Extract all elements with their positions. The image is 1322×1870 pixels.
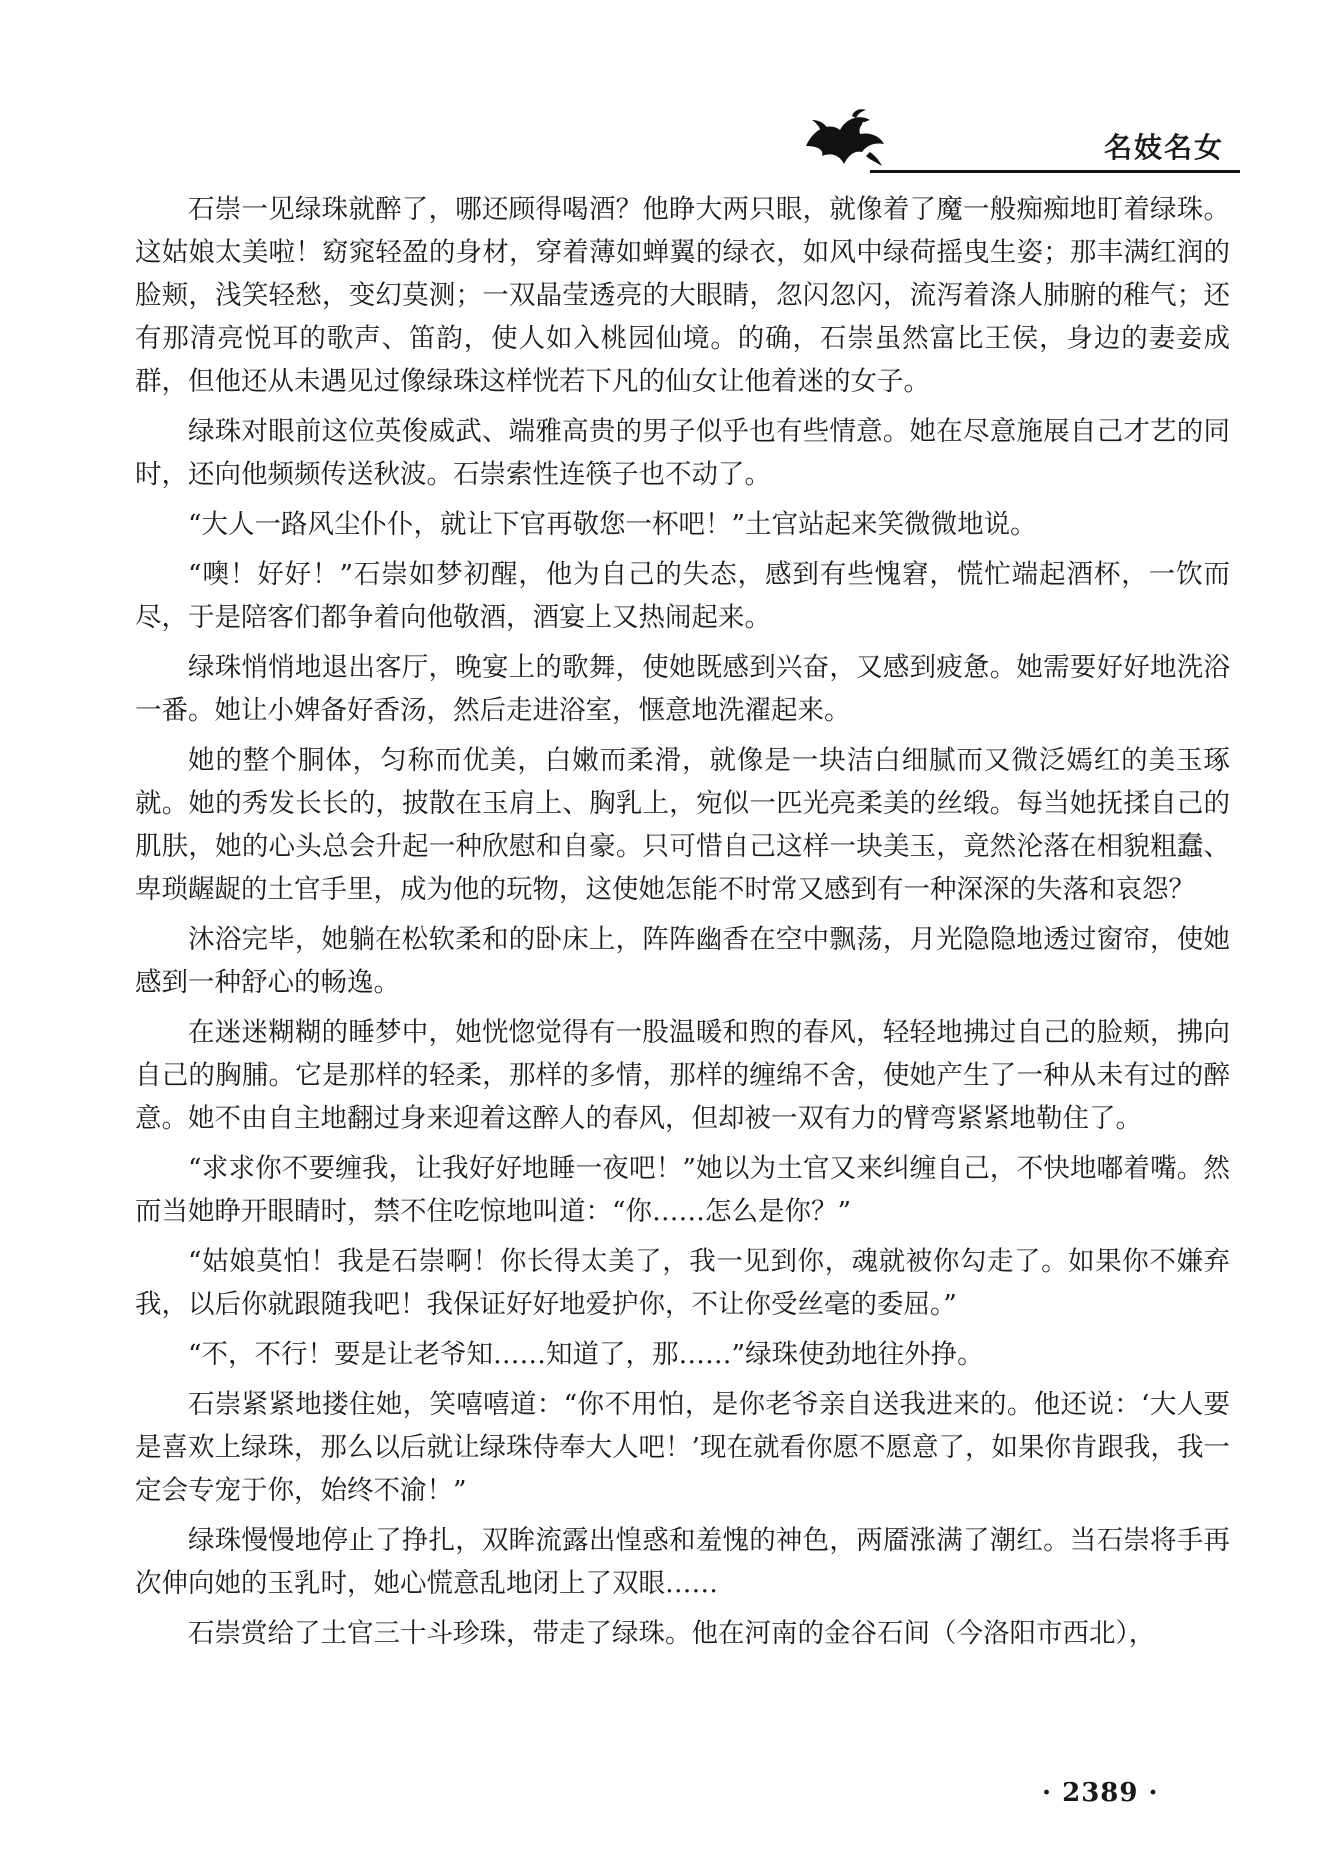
- paragraph: 沐浴完毕，她躺在松软柔和的卧床上，阵阵幽香在空中飘荡，月光隐隐地透过窗帘，使她感到一种舒心的畅逸。: [135, 924, 1230, 998]
- body-text: [135, 188, 1230, 1662]
- paragraph: 绿珠对眼前这位英俊威武、端雅高贵的男子似乎也有些情意。她在尽意施展自己才艺的同时，还向他频频传送秋波。石崇索性连筷子也不动了。: [135, 416, 1230, 490]
- paragraph: “噢！好好！”石崇如梦初醒，他为自己的失态，感到有些愧窘，慌忙端起酒杯，一饮而尽，于是陪客们都争着向他敬酒，酒宴上又热闹起来。: [135, 559, 1230, 633]
- paragraph: “大人一路风尘仆仆，就让下官再敬您一杯吧！”土官站起来笑微微地说。: [188, 509, 1037, 540]
- paragraph: 石崇一见绿珠就醉了，哪还顾得喝酒？他睁大两只眼，就像着了魔一般痴痴地盯着绿珠。这姑娘太美啦！窈窕轻盈的身材，穿着薄如蝉翼的绿衣，如风中绿荷摇曳生姿；那丰满红润的脸颊，浅笑轻愁，变幻莫测；一双晶莹透亮的大眼睛，忽闪忽闪，流泻着涤人肺腑的稚气；还有那清亮悦耳的歌声、笛韵，使人如入桃园仙境。的确，石崇虽然富比王侯，身边的妻妾成群，但他还从未遇见过像绿珠这样恍若下凡的仙女让他着迷的女子。: [135, 194, 1230, 397]
- header-title: 名妓名女: [1103, 131, 1224, 164]
- running-header: [800, 96, 1240, 176]
- paragraph: 石崇赏给了土官三十斗珍珠，带走了绿珠。他在河南的金谷石间（今洛阳市西北），: [188, 1618, 1156, 1649]
- paragraph: 绿珠慢慢地停止了挣扎，双眸流露出惶惑和羞愧的神色，两靥涨满了潮红。当石崇将手再次伸向她的玉乳时，她心慌意乱地闭上了双眼……: [135, 1525, 1230, 1599]
- paragraph: 绿珠悄悄地退出客厅，晚宴上的歌舞，使她既感到兴奋，又感到疲惫。她需要好好地洗浴一番。她让小婢备好香汤，然后走进浴室，惬意地洗濯起来。: [135, 652, 1230, 726]
- page-number: · 2389 ·: [1042, 1778, 1159, 1808]
- paragraph: 在迷迷糊糊的睡梦中，她恍惚觉得有一股温暖和煦的春风，轻轻地拂过自己的脸颊，拂向自己的胸脯。它是那样的轻柔，那样的多情，那样的缠绵不舍，使她产生了一种从未有过的醉意。她不由自主地翻过身来迎着这醉人的春风，但却被一双有力的臂弯紧紧地勒住了。: [135, 1017, 1230, 1134]
- paragraph: “姑娘莫怕！我是石崇啊！你长得太美了，我一见到你，魂就被你勾走了。如果你不嫌弃我，以后你就跟随我吧！我保证好好地爱护你，不让你受丝毫的委屈。”: [135, 1246, 1230, 1320]
- paragraph: 她的整个胴体，匀称而优美，白嫩而柔滑，就像是一块洁白细腻而又微泛嫣红的美玉琢就。她的秀发长长的，披散在玉肩上、胸乳上，宛似一匹光亮柔美的丝缎。每当她抚揉自己的肌肤，她的心头总会升起一种欣慰和自豪。只可惜自己这样一块美玉，竟然沦落在相貌粗蠢、卑琐龌龊的土官手里，成为他的玩物，这使她怎能不时常又感到有一种深深的失落和哀怨？: [135, 745, 1230, 905]
- dragon-icon: [800, 106, 888, 168]
- paragraph: 石崇紧紧地搂住她，笑嘻嘻道：“你不用怕，是你老爷亲自送我进来的。他还说：‘大人要是喜欢上绿珠，那么以后就让绿珠侍奉大人吧！’现在就看你愿不愿意了，如果你肯跟我，我一定会专宠于你，始终不渝！”: [135, 1389, 1230, 1506]
- paragraph: “不，不行！要是让老爷知……知道了，那……”绿珠使劲地往外挣。: [188, 1339, 984, 1370]
- paragraph: “求求你不要缠我，让我好好地睡一夜吧！”她以为土官又来纠缠自己，不快地嘟着嘴。然而当她睁开眼睛时，禁不住吃惊地叫道：“你……怎么是你？”: [135, 1153, 1230, 1227]
- header-rule: [870, 170, 1240, 173]
